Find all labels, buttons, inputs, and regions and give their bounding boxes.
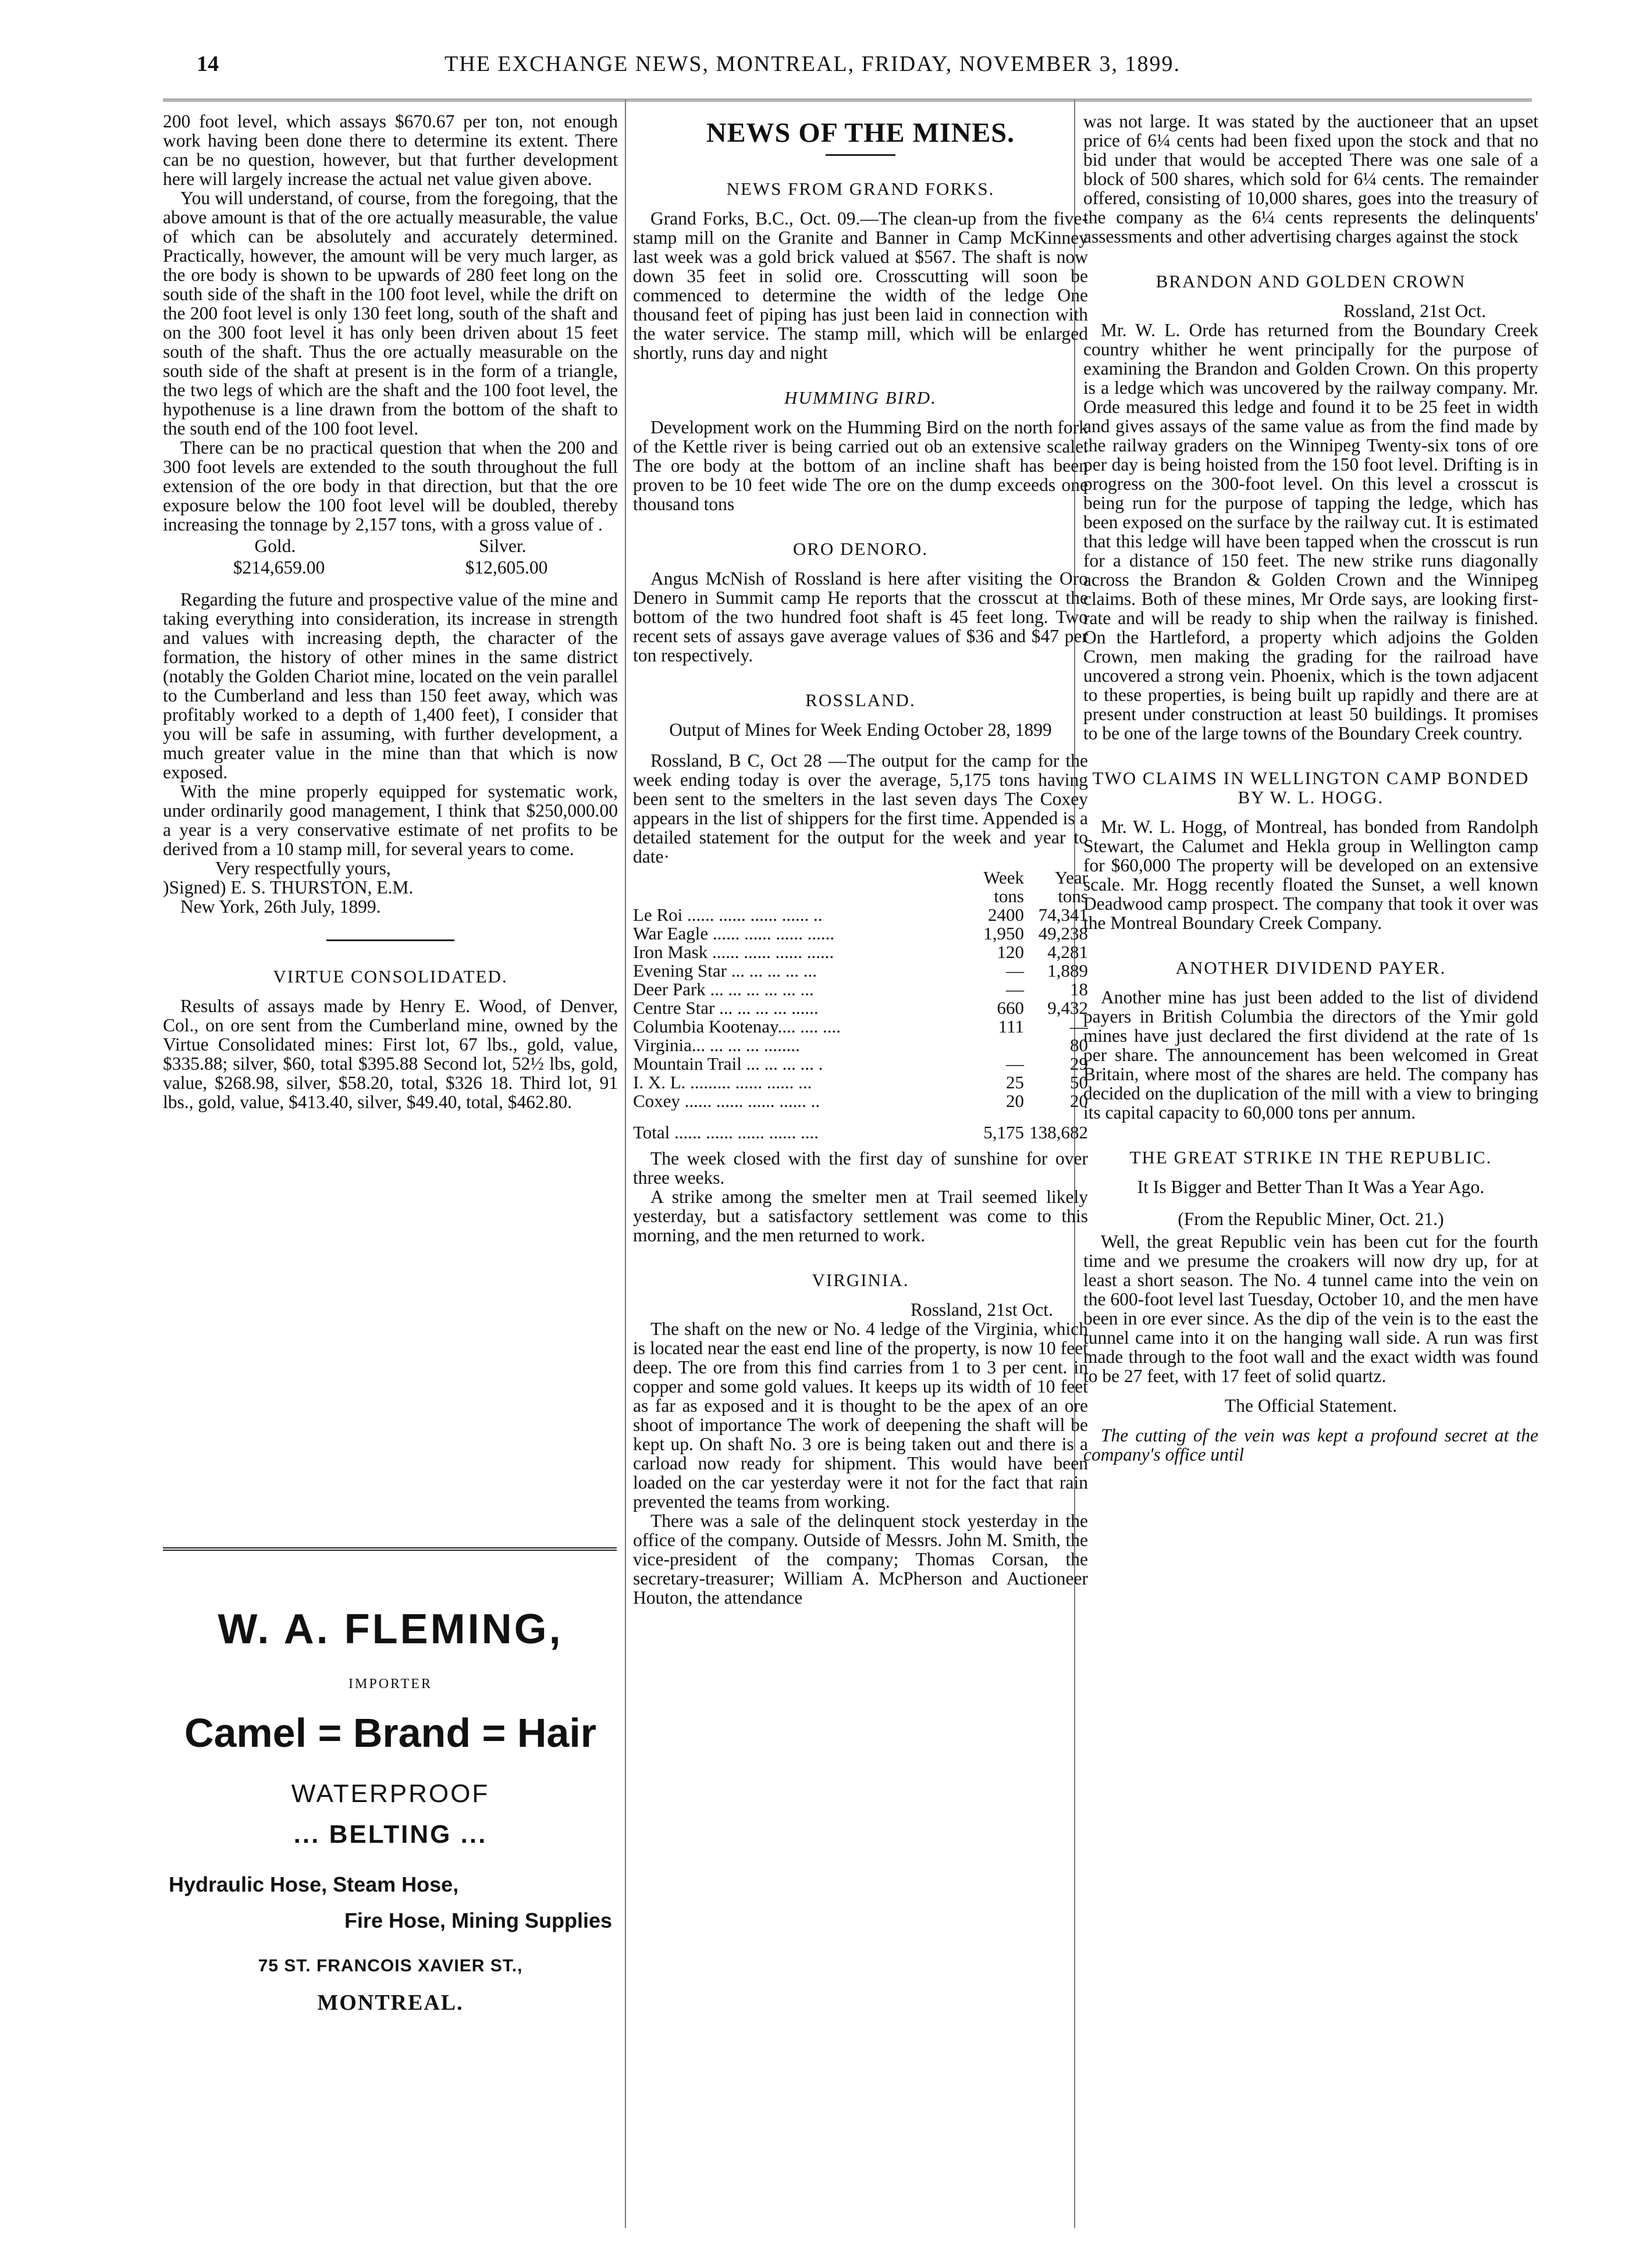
report-paragraph: 200 foot level, which assays $670.67 per ton, not enough work having been done there to determine its extent. There can be no question, however, but that further development here will largely increase the actual net value given above.: [163, 111, 618, 189]
mine-name: Mountain Trail ... ... ... ... .: [633, 1055, 823, 1073]
brandon-golden-crown-heading: BRANDON AND GOLDEN CROWN: [1155, 271, 1466, 291]
year-tons: 9,432: [1047, 998, 1088, 1018]
brandon-dateline: Rossland, 21st Oct.: [1343, 301, 1486, 321]
virginia-heading: VIRGINIA.: [812, 1270, 909, 1290]
news-of-mines-heading: NEWS OF THE MINES.: [706, 118, 1015, 148]
report-paragraph: There can be no practical question that when the 200 and 300 foot levels are extended to the south throughout the full extension of the ore body in that direction, but that the ore exposure below the 100 foot level will be doubled, thereby increasing the tonnage by 2,157 tons, with a gross value of .: [163, 437, 618, 535]
output-total-row: [633, 1110, 1088, 1142]
output-row: [633, 999, 1088, 1017]
report-paragraph: You will understand, of course, from the foregoing, that the above amount is that of the ore actually measurable, the value of which can be absolutely and accurately determined. Practically, however, the amount will be very much larger, as the ore body is shown to be upwards of 280 feet long on the south side of the shaft in the 100 foot level, while the drift on the 200 foot level is only 130 feet long, south of the shaft and on the 300 foot level it has only been driven about 15 feet south of the shaft. Thus the ore actually measurable on the south side of the shaft at present is in the form of a triangle, the two legs of which are the shaft and the 100 foot level, the hypothenuse is a line drawn from the bottom of the shaft to the south end of the 100 foot level.: [163, 188, 618, 439]
week-tons: 660: [997, 998, 1024, 1018]
virtue-heading: VIRTUE CONSOLIDATED.: [273, 966, 508, 987]
output-row: [633, 980, 1088, 999]
humming-bird-paragraph: Development work on the Humming Bird on the north fork of the Kettle river is being carried out ob an extensive scale. The ore body at the bottom of an incline shaft has been proven to be 10 feet wide The ore on the dump exceeds one thousand tons: [633, 417, 1088, 514]
total-week: 5,175: [983, 1122, 1024, 1142]
week-tons: —: [1006, 979, 1024, 999]
rossland-after-2: A strike among the smelter men at Trail seemed likely yesterday, but a satisfactory settlement was come to this morning, and the men returned to work.: [633, 1187, 1088, 1245]
report-paragraph: With the mine properly equipped for systematic work, under ordinarily good management, I think that $250,000.00 a year is a very conservative estimate of net profits to be derived from a 10 stamp mill, for several years to come.: [163, 781, 618, 859]
grand-forks-heading: NEWS FROM GRAND FORKS.: [726, 179, 995, 199]
official-statement-heading: The Official Statement.: [1225, 1395, 1397, 1416]
silver-label: Silver.: [479, 536, 527, 556]
mine-name: Evening Star ... ... ... ... ...: [633, 962, 817, 980]
oro-denoro-paragraph: Angus McNish of Rossland is here after visiting the Oro Denero in Summit camp He reports that the crosscut at the bottom of the two hundred foot shaft is 45 feet long. Two recent sets of assays gave average values of $36 and $47 per ton respectively.: [633, 568, 1088, 665]
ad-hose: Hydraulic Hose, Steam Hose,: [169, 1872, 459, 1896]
signature: )Signed) E. S. THURSTON, E.M.: [163, 877, 414, 898]
year-tons: —: [1070, 1016, 1088, 1037]
week-tons: 25: [1006, 1072, 1024, 1092]
mine-name: Columbia Kootenay.... .... ....: [633, 1017, 841, 1036]
week-tons: 111: [998, 1016, 1024, 1037]
official-statement-paragraph: The cutting of the vein was kept a profound secret at the company's office until: [1083, 1425, 1538, 1465]
mine-name: Virginia... ... ... ... ........: [633, 1036, 800, 1055]
year-tons: 49,238: [1038, 923, 1088, 943]
week-tons: 20: [1006, 1091, 1024, 1111]
mine-name: Deer Park ... ... ... ... ... ...: [633, 980, 814, 999]
mine-name: War Eagle ...... ...... ...... ......: [633, 924, 835, 943]
year-tons: 18: [1070, 979, 1088, 999]
brandon-paragraph: Mr. W. L. Orde has returned from the Boundary Creek country whither he went principally for the purpose of examining the Brandon and Golden Crown. On this property is a ledge which was uncovered by the railway company. Mr. Orde measured this ledge and found it to be 25 feet in width and gives assays of the same value as from the find made by the railway graders on the Winnipeg Twenty-six tons of ore per day is being hoisted from the 150 foot level. Drifting is in progress on the 300-foot level. On this level a crosscut is being run for the purpose of tapping the ledge, which has been exposed on the surface by the railway cut. It is estimated that this ledge will have been tapped when the crosscut is run for a distance of 150 feet. The new strike runs diagonally across the Brandon & Golden Crown and the Winnipeg claims. Both of these mines, Mr Orde says, are looking first-rate and will be ready to ship when the railway is finished. On the Hartleford, a property which adjoins the Golden Crown, men making the grading for the railroad have uncovered a strong vein. Phoenix, which is the town adjacent to these properties, is being built up rapidly and there are at present under construction at least 50 buildings. It promises to be one of the large towns of the Boundary Creek country.: [1083, 320, 1538, 743]
year-tons: 80: [1070, 1035, 1088, 1055]
oro-denoro-heading: ORO DENORO.: [792, 539, 929, 559]
mine-name: Centre Star ... ... ... ... ......: [633, 999, 819, 1017]
week-tons: [960, 1036, 1024, 1055]
separator: [826, 154, 895, 156]
fleming-advertisement: [163, 0, 618, 2016]
gold-label: Gold.: [254, 536, 296, 556]
page-number: 14: [197, 52, 219, 76]
output-row: [633, 962, 1088, 980]
gold-value: $214,659.00: [233, 557, 325, 578]
year-tons: 1,889: [1047, 960, 1088, 981]
year-tons: 4,281: [1047, 942, 1088, 962]
output-row: [633, 1036, 1088, 1055]
total-label: Total ...... ...... ...... ...... ....: [633, 1122, 819, 1142]
humming-bird-heading: HUMMING BIRD.: [784, 387, 937, 408]
week-tons: —: [1006, 1053, 1024, 1074]
col-week-header: Week tons: [983, 867, 1024, 906]
virtue-paragraph: Results of assays made by Henry E. Wood, of Denver, Col., on ore sent from the Cumberland mine, owned by the Virtue Consolidated mines: First lot, 67 lbs., gold, value, $335.88; silver, $60, total $395.88 Second lot, 52½ lbs, gold, value, $268.98, silver, $58.20, total, $326 18. Third lot, 91 lbs., gold, value, $413.40, silver, $49.40, total, $462.80.: [163, 996, 618, 1112]
rossland-after-1: The week closed with the first day of sunshine for over three weeks.: [633, 1148, 1088, 1188]
output-row: [633, 924, 1088, 943]
ad-belting: ... BELTING ...: [293, 1820, 488, 1849]
output-row: [633, 906, 1088, 924]
mine-name: Coxey ...... ...... ...... ...... ..: [633, 1092, 820, 1110]
masthead: THE EXCHANGE NEWS, MONTREAL, FRIDAY, NOVEMBER 3, 1899.: [445, 52, 1180, 76]
output-row: [633, 1055, 1088, 1073]
ad-fire-hose: Fire Hose, Mining Supplies: [344, 1909, 612, 1932]
silver-value: $12,605.00: [465, 557, 548, 578]
two-claims-paragraph: Mr. W. L. Hogg, of Montreal, has bonded from Randolph Stewart, the Calumet and Hekla group in Wellington camp for $60,000 The property will be developed on an extensive scale. Mr. Hogg recently floated the Sunset, a well known Deadwood camp prospect. The company that took it over was the Montreal Boundary Creek Company.: [1083, 817, 1538, 933]
output-header-row: [633, 868, 1088, 906]
virginia-dateline: Rossland, 21st Oct.: [910, 1299, 1053, 1320]
two-claims-heading: TWO CLAIMS IN WELLINGTON CAMP BONDED BY W. L. HOGG.: [1092, 768, 1530, 807]
week-tons: —: [1006, 960, 1024, 981]
rossland-paragraph: Rossland, B C, Oct 28 —The output for the camp for the week ending today is over the average, 5,175 tons having been sent to the smelters in the last seven days The Coxey appears in the list of shippers for the first time. Appended is a detailed statement for the output for the week and year to date·: [633, 750, 1088, 867]
week-tons: 2400: [988, 905, 1024, 925]
ad-brand: Camel = Brand = Hair: [184, 1710, 597, 1756]
great-strike-paragraph: Well, the great Republic vein has been cut for the fourth time and we presume the croakers will now dry up, for at least a short season. The No. 4 tunnel came into the vein on the 600-foot level last Tuesday, October 10, and the men have been in ore ever since. As the dip of the vein is to the east the tunnel came into it on the hanging wall side. A run was first made through to the foot wall and the exact width was found to be 27 feet, with 17 feet of solid quartz.: [1083, 1231, 1538, 1386]
year-tons: 29: [1070, 1053, 1088, 1074]
output-row: [633, 1017, 1088, 1036]
ad-company-name: W. A. FLEMING,: [218, 1606, 563, 1653]
output-table: [633, 868, 1088, 1142]
dividend-heading: ANOTHER DIVIDEND PAYER.: [1175, 957, 1446, 978]
virginia-paragraph-1: The shaft on the new or No. 4 ledge of the Virginia, which is located near the east end line of the property, is now 10 feet deep. The ore from this find carries from 1 to 3 per cent. in copper and some gold values. It keeps up its width of 10 feet as far as exposed and it is thought to be the apex of an ore shoot of importance The work of deepening the shaft will be kept up. On shaft No. 3 ore is being taken out and there is a carload now ready for shipment. This would have been loaded on the car yesterday were it not for the fact that rain prevented the teams from working.: [633, 1319, 1088, 1512]
virginia-paragraph-2: There was a sale of the delinquent stock yesterday in the office of the company. Outside of Messrs. John M. Smith, the vice-president of the company; Thomas Corsan, the secretary-treasurer; William A. McPherson and Auctioneer Houton, the attendance: [633, 1511, 1088, 1608]
total-year: 138,682: [1029, 1122, 1088, 1142]
virginia-continuation: was not large. It was stated by the auctioneer that an upset price of 6¼ cents had been fixed upon the stock and that no bid under that would be accepted There was one sale of a block of 500 shares, which sold for 6¼ cents. The remainder offered, consisting of 10,000 shares, goes into the treasury of the company as the 6¼ cents represents the delinquents' assessments and other advertising charges against the stock: [1083, 111, 1538, 247]
great-strike-heading: THE GREAT STRIKE IN THE REPUBLIC.: [1129, 1147, 1492, 1167]
output-row: [633, 943, 1088, 962]
year-tons: 74,341: [1038, 905, 1088, 925]
closing-line: Very respectfully yours,: [215, 858, 391, 878]
grand-forks-paragraph: Grand Forks, B.C., Oct. 09.—The clean-up from the five-stamp mill on the Granite and Banner in Camp McKinney last week was a gold brick valued at $567. The shaft is now down 35 feet in solid ore. Crosscutting will soon be commenced to determine the width of the ledge One thousand feet of piping has just been laid in connection with the water service. The stamp mill, which will be enlarged shortly, runs day and night: [633, 208, 1088, 363]
dividend-paragraph: Another mine has just been added to the list of dividend payers in British Columbia the directors of the Ymir gold mines have just declared the first dividend at the rate of 1s per share. The announcement has been welcomed in Great Britain, where most of the shares are held. The company has decided on the duplication of the mill with a view to bringing its capital capacity to 60,000 tons per annum.: [1083, 987, 1538, 1123]
output-row: [633, 1073, 1088, 1092]
year-tons: 50: [1070, 1072, 1088, 1092]
week-tons: 1,950: [983, 923, 1024, 943]
output-row: [633, 1092, 1088, 1110]
col-year-header: Year tons: [1054, 867, 1088, 906]
ad-city: MONTREAL.: [317, 1991, 464, 2015]
column-2: [633, 112, 1088, 1607]
great-strike-source: (From the Republic Miner, Oct. 21.): [1178, 1209, 1444, 1229]
mine-name: I. X. L. ......... ...... ...... ...: [633, 1073, 812, 1092]
report-paragraph: Regarding the future and prospective value of the mine and taking everything into consideration, its increase in strength and values with increasing depth, the character of the formation, the history of other mines in the same district (notably the Golden Chariot mine, located on the vein parallel to the Cumberland and less than 150 feet away, which was profitably worked to a depth of 1,400 feet), I consider that you will be safe in assuming, with further development, a much greater value in the mine than that which is now exposed.: [163, 589, 618, 782]
great-strike-subheading: It Is Bigger and Better Than It Was a Year Ago.: [1137, 1177, 1485, 1197]
week-tons: 120: [997, 942, 1024, 962]
column-3: [1083, 112, 1538, 1464]
mine-name: Iron Mask ...... ...... ...... ......: [633, 943, 834, 962]
rossland-subheading: Output of Mines for Week Ending October 28, 1899: [669, 720, 1052, 740]
rossland-heading: ROSSLAND.: [805, 690, 916, 710]
ad-importer: IMPORTER: [349, 1676, 432, 1692]
column-rule-1: [625, 99, 626, 2228]
ad-waterproof: WATERPROOF: [291, 1779, 490, 1808]
dateline: New York, 26th July, 1899.: [180, 896, 381, 917]
ad-address: 75 ST. FRANCOIS XAVIER ST.,: [258, 1956, 523, 1975]
mine-name: Le Roi ...... ...... ...... ...... ..: [633, 906, 823, 924]
year-tons: 20: [1070, 1091, 1088, 1111]
